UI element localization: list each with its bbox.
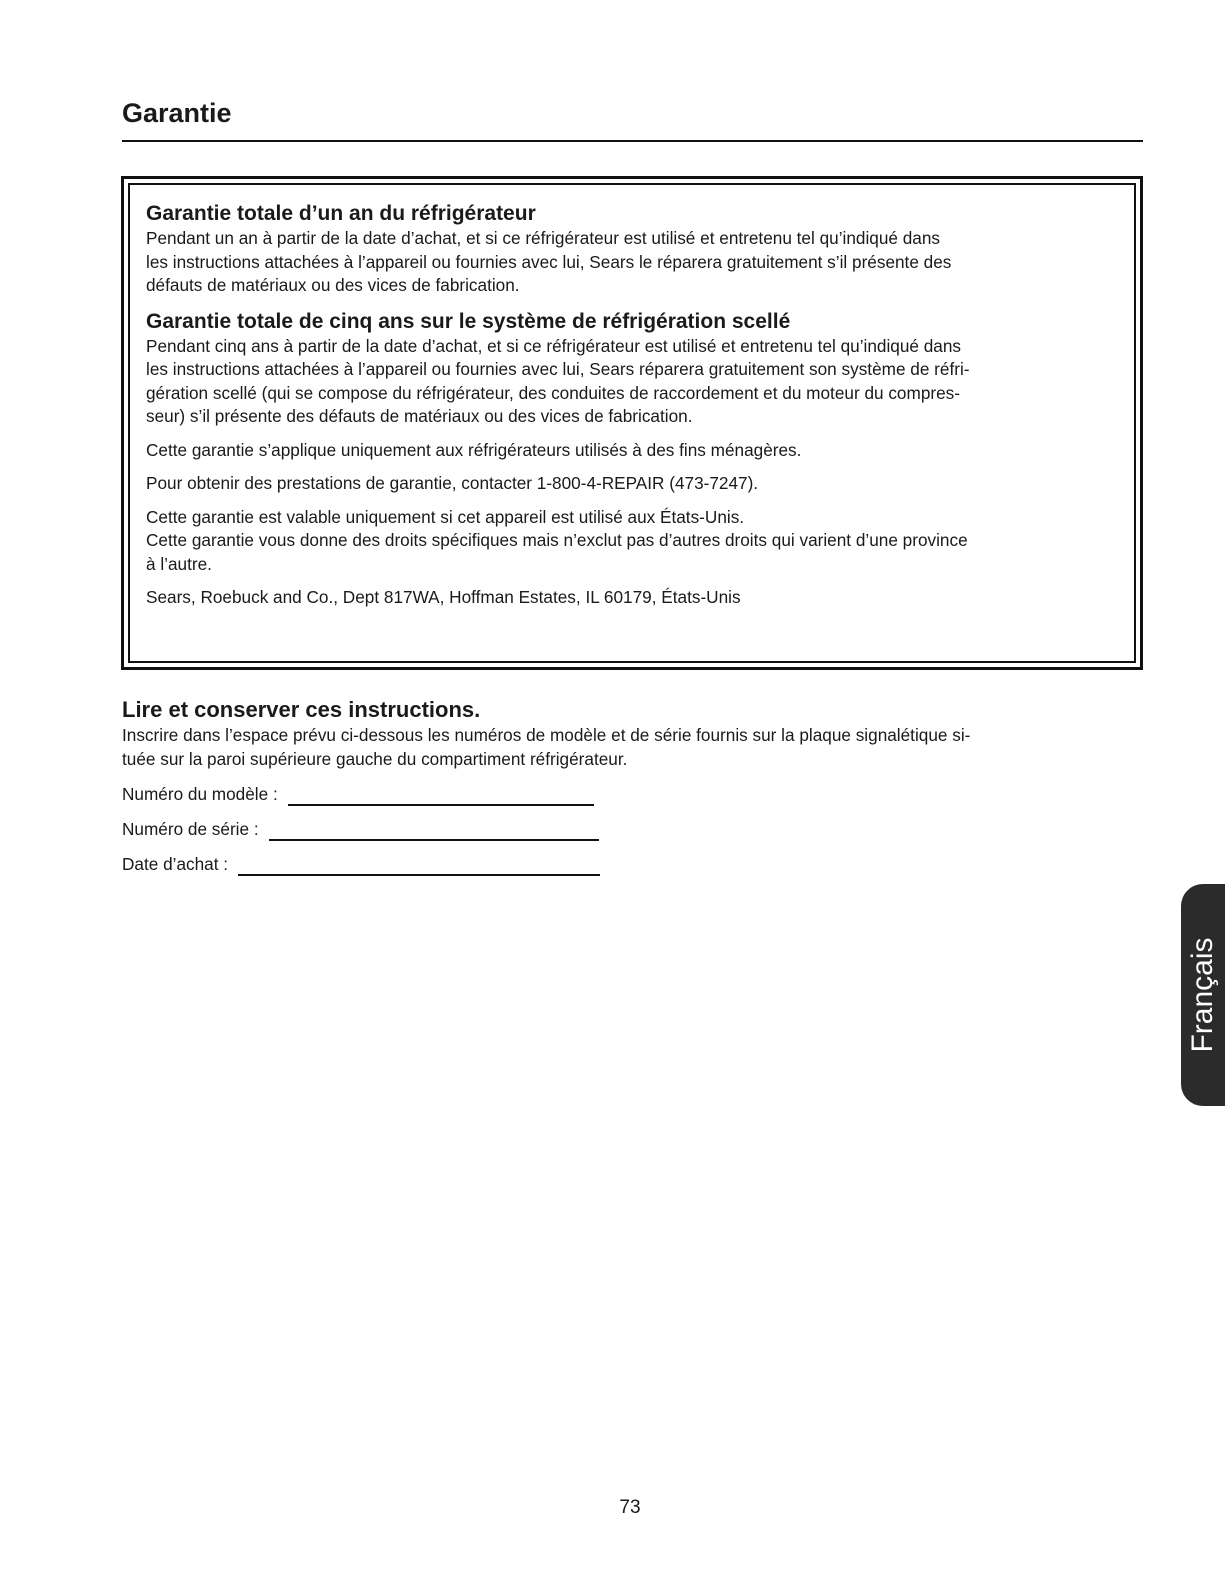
- warranty-box: [121, 176, 1143, 670]
- title-divider: [122, 140, 1143, 142]
- rights-note: [146, 529, 1121, 576]
- five-year-warranty-text: [146, 335, 1121, 429]
- purchase-date-label: Date d’achat :: [122, 854, 229, 874]
- page-number: 73: [619, 1497, 641, 1518]
- text-line: seur) s’il présente des défauts de matériaux ou des vices de fabrication.: [146, 406, 693, 426]
- text-line: Cette garantie vous donne des droits spécifiques mais n’exclut pas d’autres droits qui varient d’une province: [146, 530, 968, 550]
- model-number-field: [122, 783, 1122, 806]
- sears-address: Sears, Roebuck and Co., Dept 817WA, Hoffman Estates, IL 60179, États-Unis: [146, 587, 741, 607]
- service-contact-note: Pour obtenir des prestations de garantie, contacter 1-800-4-REPAIR (473-7247).: [146, 473, 759, 493]
- five-year-warranty-heading: Garantie totale de cinq ans sur le système de réfrigération scellé: [146, 309, 791, 333]
- instructions-heading: Lire et conserver ces instructions.: [122, 697, 481, 722]
- usa-only-note: Cette garantie est valable uniquement si cet appareil est utilisé aux États-Unis.: [146, 506, 745, 527]
- instructions-section: [122, 696, 1122, 876]
- model-number-blank[interactable]: [288, 784, 594, 806]
- serial-number-label: Numéro de série :: [122, 819, 259, 839]
- text-line: défauts de matériaux ou des vices de fabrication.: [146, 275, 520, 295]
- purchase-date-blank[interactable]: [238, 854, 600, 876]
- language-tab-label: Français: [1186, 937, 1219, 1053]
- text-line: les instructions attachées à l’appareil ou fournies avec lui, Sears réparera gratuitement son système de réfri-: [146, 359, 970, 379]
- text-line: gération scellé (qui se compose du réfrigérateur, des conduites de raccordement et du moteur du compres-: [146, 382, 960, 403]
- page-title: Garantie: [122, 98, 232, 128]
- text-line: Pendant cinq ans à partir de la date d’achat, et si ce réfrigérateur est utilisé et entretenu tel qu’indiqué dans: [146, 335, 962, 356]
- one-year-warranty-text: [146, 227, 1121, 298]
- text-line: les instructions attachées à l’appareil ou fournies avec lui, Sears le réparera gratuitement s’il présente des: [146, 251, 952, 272]
- text-line: Pendant un an à partir de la date d’achat, et si ce réfrigérateur est utilisé et entretenu tel qu’indiqué dans: [146, 228, 940, 248]
- household-use-note: Cette garantie s’applique uniquement aux réfrigérateurs utilisés à des fins ménagères.: [146, 439, 802, 460]
- purchase-date-field: [122, 853, 1122, 876]
- text-line: à l’autre.: [146, 553, 212, 574]
- one-year-warranty-heading: Garantie totale d’un an du réfrigérateur: [146, 202, 536, 225]
- language-tab: [1181, 884, 1225, 1106]
- serial-number-blank[interactable]: [269, 819, 599, 841]
- text-line: tuée sur la paroi supérieure gauche du compartiment réfrigérateur.: [122, 748, 628, 769]
- text-line: Inscrire dans l’espace prévu ci-dessous les numéros de modèle et de série fournis sur la plaque signalétique si-: [122, 725, 971, 745]
- instructions-text: [122, 724, 1122, 771]
- serial-number-field: [122, 818, 1122, 841]
- model-number-label: Numéro du modèle :: [122, 784, 278, 804]
- warranty-box-content: [146, 201, 1121, 610]
